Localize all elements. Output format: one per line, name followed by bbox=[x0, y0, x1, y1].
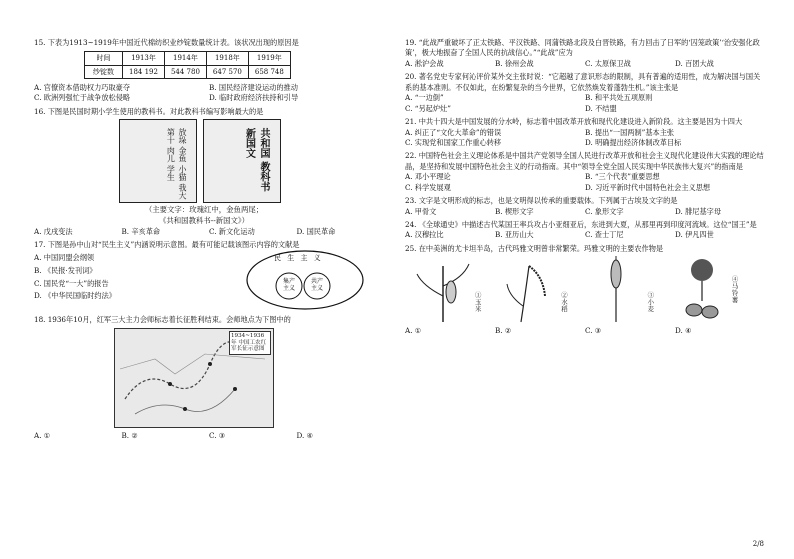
option-a[interactable]: A. ① bbox=[405, 326, 422, 336]
options bbox=[34, 252, 224, 302]
option-c[interactable]: C. 太原保卫战 bbox=[585, 58, 631, 68]
option-d[interactable]: D. 《中华民国临时约法》 bbox=[34, 291, 116, 301]
map-title: 1934~1936年 中国工农红军长征示意图 bbox=[229, 331, 271, 355]
option-d[interactable]: D. 腓尼基字母 bbox=[675, 206, 722, 216]
option-a[interactable]: A. 官僚资本借助权力巧取豪夺 bbox=[34, 82, 131, 92]
spindle-table bbox=[84, 51, 291, 78]
option-d[interactable]: D. 百团大战 bbox=[675, 58, 714, 68]
diagram-outer-label: 民 生 主 义 bbox=[274, 254, 323, 263]
option-b[interactable]: B. 提出“一国两制”基本主张 bbox=[585, 127, 675, 137]
question-stem: 21. 中共十四大是中国发展的分水岭，标志着中国改革开放和现代化建设进入新阶段。这主要是因为十四大 bbox=[405, 117, 743, 127]
textbook-figure bbox=[119, 119, 384, 203]
question-25 bbox=[405, 244, 765, 337]
option-a[interactable]: A. 汉穆拉比 bbox=[405, 230, 444, 240]
rice-figure bbox=[499, 256, 583, 324]
potato-icon bbox=[672, 256, 732, 324]
question-16 bbox=[34, 107, 384, 237]
option-d[interactable]: D. ④ bbox=[675, 326, 692, 336]
table-cell: 647 570 bbox=[206, 65, 248, 78]
option-a[interactable]: A. ① bbox=[34, 430, 51, 440]
question-stem: 17. 下图是孙中山对“民生主义”内涵说明示意图。最有可能记载该图示内容的文献是 bbox=[34, 239, 300, 249]
option-b[interactable]: B. “三个代表”重要思想 bbox=[585, 172, 660, 182]
question-17 bbox=[34, 240, 384, 312]
plant-label: ④马铃薯 bbox=[731, 275, 739, 305]
figure-caption: 《共和国教科书--新国文》） bbox=[159, 215, 249, 225]
table-header: 时间 bbox=[85, 52, 123, 65]
figure-caption: （主要文字：玫瑰红中，金鱼两尾； bbox=[144, 205, 264, 215]
option-d[interactable]: D. ④ bbox=[296, 430, 314, 440]
question-18 bbox=[34, 315, 384, 441]
wheat-icon bbox=[586, 256, 646, 324]
question-stem: 19. “此战严重破坏了正太铁路、平汉铁路、同蒲铁路北段及白晋铁路，有力回击了日军的‘囚笼政策’‘治安强化政策’，极大地振奋了全国人民的抗战信心。”“此战”应为 bbox=[405, 38, 760, 58]
question-22 bbox=[405, 151, 765, 193]
table-cell: 658 748 bbox=[248, 65, 290, 78]
option-b[interactable]: B. ② bbox=[495, 326, 512, 336]
question-19 bbox=[405, 38, 765, 69]
textbook-cover-image bbox=[203, 119, 281, 203]
option-b[interactable]: B. 楔形文字 bbox=[495, 206, 534, 216]
option-c[interactable]: C. 象形文字 bbox=[585, 206, 624, 216]
question-stem: 18. 1936年10月，红军三大主力会师标志着长征胜利结束。会师地点为下图中的 bbox=[34, 315, 291, 325]
option-b[interactable]: B. 辛亥革命 bbox=[121, 226, 161, 236]
diagram-right-label: 共产主义 bbox=[311, 278, 324, 292]
table-cell: 184 192 bbox=[123, 65, 165, 78]
options bbox=[405, 230, 765, 240]
textbook-page-image bbox=[119, 119, 197, 203]
diagram-left-label: 集产主义 bbox=[283, 278, 296, 292]
potato-figure bbox=[672, 256, 756, 324]
options bbox=[405, 59, 765, 69]
option-d[interactable]: D. 国民革命 bbox=[296, 226, 336, 236]
table-header: 1918年 bbox=[206, 52, 248, 65]
question-21 bbox=[405, 117, 765, 148]
table-header: 1913年 bbox=[123, 52, 165, 65]
question-stem: 25. 在中美洲的尤卡坦半岛，古代玛雅文明曾非常繁荣。玛雅文明的主要农作物是 bbox=[405, 243, 664, 253]
option-d[interactable]: D. 不结盟 bbox=[585, 103, 617, 113]
textbook-cover-text: 共和国 教科书 新国文 bbox=[243, 128, 269, 192]
option-a[interactable]: A. 淞沪会战 bbox=[405, 58, 444, 68]
question-stem: 20. 著名党史专家何沁评价某外交主张时说：“它超越了意识形态的限制，具有普遍的适用性，成为解决国与国关系的基本准则。不仅如此，在纷繁复杂的当今世界，它依然焕发着蓬勃生机。”该主张是 bbox=[405, 72, 761, 92]
option-b[interactable]: B. 徐州会战 bbox=[495, 58, 534, 68]
question-stem: 16. 下图是民国时期小学生使用的教科书。对此教科书编写影响最大的是 bbox=[34, 106, 264, 116]
question-15 bbox=[34, 38, 384, 104]
options bbox=[405, 326, 765, 336]
textbook-page-text: 放垛 金鱼 小猫 我大 第十 肉儿 学生 bbox=[166, 128, 187, 200]
option-c[interactable]: C. 新文化运动 bbox=[209, 226, 255, 236]
option-c[interactable]: C. 查士丁尼 bbox=[585, 230, 624, 240]
options bbox=[34, 431, 384, 441]
option-c[interactable]: C. 实现党和国家工作重心转移 bbox=[405, 137, 502, 147]
page-number: 2/8 bbox=[752, 539, 764, 548]
option-d[interactable]: D. 明确提出经济体制改革目标 bbox=[585, 137, 682, 147]
option-a[interactable]: A. 邓小平理论 bbox=[405, 172, 451, 182]
long-march-map bbox=[114, 328, 274, 428]
option-b[interactable]: B. 和平共处五项原则 bbox=[585, 93, 653, 103]
option-c[interactable]: C. ③ bbox=[585, 326, 602, 336]
option-a[interactable]: A. 纠正了“文化大革命”的错误 bbox=[405, 127, 502, 137]
question-stem: 23. 文字是文明形成的标志，也是文明得以传承的重要载体。下列属于古埃及文字的是 bbox=[405, 196, 678, 206]
corn-figure bbox=[413, 256, 497, 324]
options bbox=[405, 128, 765, 149]
options bbox=[405, 172, 765, 193]
options bbox=[405, 207, 765, 217]
question-24 bbox=[405, 220, 765, 241]
option-c[interactable]: C. 国民党“一大”的报告 bbox=[34, 278, 109, 288]
wheat-figure bbox=[586, 256, 670, 324]
table-cell: 544 780 bbox=[164, 65, 206, 78]
plant-label: ②水稻 bbox=[561, 291, 568, 314]
option-d[interactable]: D. 伊凡四世 bbox=[675, 230, 714, 240]
option-a[interactable]: A. 戊戌变法 bbox=[34, 226, 73, 236]
question-stem: 15. 下表为1913~1919年中国近代棉纺织业纱锭数量统计表。该状况出现的原因是 bbox=[34, 38, 299, 47]
option-a[interactable]: A. 中国同盟会纲领 bbox=[34, 253, 95, 263]
question-stem: 22. 中国特色社会主义理论体系是中国共产党领导全国人民进行改革开放和社会主义现代化建设伟大实践的理论结晶，是坚持和发展中国特色社会主义的行动指南。其中“领导全党全国人民实现中华民族伟大复兴”的指南是 bbox=[405, 151, 764, 171]
option-b[interactable]: B. ② bbox=[121, 430, 138, 440]
options bbox=[34, 83, 384, 104]
option-b[interactable]: B. 国民经济建设运动的推动 bbox=[209, 82, 298, 92]
option-a[interactable]: A. “一边倒” bbox=[405, 93, 444, 103]
options bbox=[405, 93, 765, 114]
option-b[interactable]: B. 亚历山大 bbox=[495, 230, 534, 240]
rice-icon bbox=[499, 256, 559, 324]
option-b[interactable]: B. 《民报·发刊词》 bbox=[34, 265, 97, 275]
option-c[interactable]: C. ③ bbox=[209, 430, 226, 440]
option-d[interactable]: D. 临时政府经济扶持和引导 bbox=[209, 93, 299, 103]
question-20 bbox=[405, 72, 765, 114]
corn-icon bbox=[413, 256, 473, 324]
plant-label: ③小麦 bbox=[647, 291, 654, 314]
options bbox=[34, 227, 384, 237]
option-a[interactable]: A. 甲骨文 bbox=[405, 206, 437, 216]
option-c[interactable]: C. 欧洲列强忙于战争放松侵略 bbox=[34, 93, 131, 103]
option-c[interactable]: C. “另起炉灶” bbox=[405, 103, 451, 113]
option-d[interactable]: D. 习近平新时代中国特色社会主义思想 bbox=[585, 182, 711, 192]
table-header: 1914年 bbox=[164, 52, 206, 65]
table-cell: 纱锭数 bbox=[85, 65, 123, 78]
plant-label: ①玉米 bbox=[475, 291, 482, 314]
table-header: 1919年 bbox=[248, 52, 290, 65]
left-column bbox=[34, 38, 384, 444]
option-c[interactable]: C. 科学发展观 bbox=[405, 182, 451, 192]
right-column bbox=[405, 38, 765, 340]
question-stem: 24. 《全球通史》中描述古代某国王率兵攻占小亚细亚后，东进到大夏，从那里再到印度河流域。这位“国王”是 bbox=[405, 220, 757, 229]
crop-figures bbox=[413, 256, 765, 324]
question-23 bbox=[405, 196, 765, 217]
